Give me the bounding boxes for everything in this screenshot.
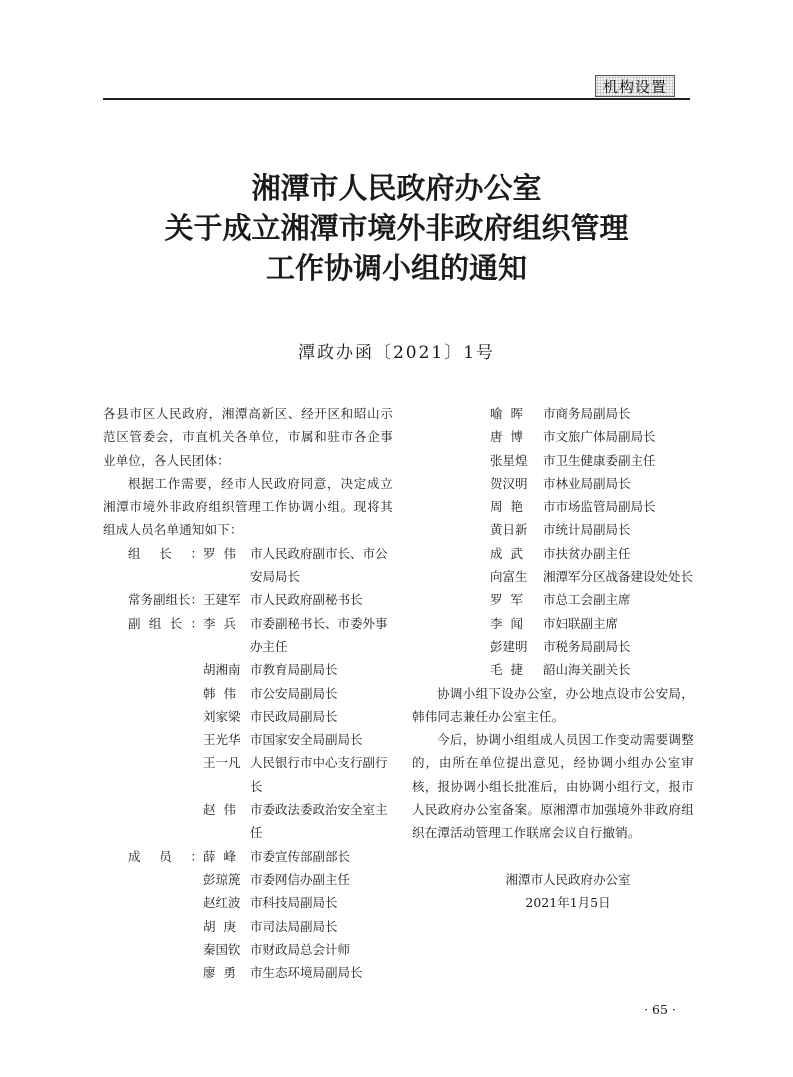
page-number: · 65 · bbox=[644, 1002, 676, 1017]
member-position: 市委宣传部副部长 bbox=[250, 848, 351, 864]
member-position: 市商务局副局长 bbox=[543, 406, 631, 421]
member-role: 组 长 ： bbox=[128, 545, 203, 561]
member-position: 市委网信办副主任 bbox=[250, 871, 351, 887]
title-line: 关于成立湘潭市境外非政府组织管理 bbox=[164, 211, 629, 245]
member-row bbox=[412, 658, 694, 681]
member-row bbox=[103, 542, 393, 589]
member-name: 李 兵 bbox=[203, 615, 236, 631]
member-row bbox=[103, 728, 393, 751]
member-position: 市税务局副局长 bbox=[543, 638, 631, 654]
issue-date: 2021年1月5日 bbox=[525, 894, 611, 910]
member-row bbox=[412, 565, 694, 588]
member-name: 彭琼箎 bbox=[203, 871, 241, 887]
office-note: 协调小组下设办公室，办公地点设市公安局，韩伟同志兼任办公室主任。 bbox=[412, 685, 694, 724]
member-name: 毛 捷 bbox=[490, 662, 523, 678]
member-name: 罗 军 bbox=[490, 592, 523, 608]
member-row bbox=[103, 915, 393, 938]
member-row bbox=[103, 658, 393, 681]
member-role bbox=[103, 682, 203, 705]
member-position: 市委政法委政治安全室主任 bbox=[250, 802, 388, 841]
member-role: 常务副组长： bbox=[127, 592, 203, 608]
member-position: 市财政局总会计师 bbox=[250, 941, 351, 957]
member-row bbox=[412, 495, 694, 518]
member-position: 市总工会副主席 bbox=[543, 592, 631, 608]
member-name: 唐 博 bbox=[490, 429, 523, 445]
member-name: 胡湘南 bbox=[203, 662, 241, 678]
member-name: 韩 伟 bbox=[203, 685, 236, 701]
title-line: 工作协调小组的通知 bbox=[265, 251, 527, 285]
member-row bbox=[412, 518, 694, 541]
member-role: 副 组 长 ： bbox=[128, 615, 203, 631]
member-row bbox=[412, 472, 694, 495]
member-position: 市文旅广体局副局长 bbox=[543, 429, 656, 445]
member-position: 市司法局副局长 bbox=[250, 918, 338, 934]
member-position: 市委副秘书长、市委外事办主任 bbox=[250, 615, 388, 654]
member-name: 胡 庚 bbox=[203, 918, 236, 934]
member-role bbox=[103, 891, 203, 914]
section-tag: 机构设置 bbox=[595, 75, 675, 97]
salutation: 各县市区人民政府，湘潭高新区、经开区和昭山示范区管委会，市直机关各单位，市属和驻市各企事业单位，各人民团体： bbox=[103, 406, 393, 468]
member-name: 贺汉明 bbox=[490, 475, 528, 491]
member-role bbox=[103, 658, 203, 681]
member-name: 赵红波 bbox=[203, 895, 241, 911]
member-name: 彭建明 bbox=[490, 638, 528, 654]
member-position: 市人民政府副市长、市公安局局长 bbox=[250, 545, 388, 585]
member-role bbox=[103, 728, 203, 751]
issuer: 湘潭市人民政府办公室 bbox=[505, 871, 631, 887]
member-role bbox=[103, 705, 203, 728]
member-row bbox=[103, 682, 393, 705]
left-column bbox=[103, 402, 393, 984]
member-name: 刘家梁 bbox=[203, 708, 241, 724]
member-position: 市国家安全局副局长 bbox=[250, 732, 363, 748]
member-name: 薛 峰 bbox=[203, 848, 236, 864]
document-number: 潭政办函〔2021〕1号 bbox=[297, 343, 496, 363]
member-row bbox=[103, 938, 393, 961]
member-name: 罗 伟 bbox=[203, 545, 236, 561]
member-role bbox=[103, 961, 203, 984]
member-position: 市公安局副局长 bbox=[250, 685, 338, 701]
member-row bbox=[412, 425, 694, 448]
member-position: 市生态环境局副局长 bbox=[250, 965, 363, 981]
member-row bbox=[103, 868, 393, 891]
member-position: 市市场监管局副局长 bbox=[543, 499, 656, 515]
member-position: 市妇联副主席 bbox=[543, 615, 619, 631]
member-position: 市扶贫办副主任 bbox=[543, 545, 631, 561]
member-name: 成 武 bbox=[490, 545, 523, 561]
member-position: 市人民政府副秘书长 bbox=[250, 592, 363, 608]
title-line: 湘潭市人民政府办公室 bbox=[251, 171, 542, 205]
member-role bbox=[103, 751, 203, 798]
document-title bbox=[100, 168, 693, 288]
member-role bbox=[103, 915, 203, 938]
member-position: 湘潭军分区战备建设处处长 bbox=[543, 569, 694, 585]
member-list-right bbox=[412, 402, 694, 682]
member-name: 赵 伟 bbox=[203, 802, 236, 818]
member-role: 成 员 ： bbox=[128, 848, 203, 864]
closing-paragraph: 今后，协调小组组成人员因工作变动需要调整的，由所在单位提出意见，经协调小组办公室审核，报协调小组长批准后，由协调小组行文，报市人民政府办公室备案。原湘潭市加强境外非政府组织在潭活动管理工作联席会议自行撤销。 bbox=[412, 732, 694, 841]
member-role bbox=[103, 798, 203, 845]
member-row bbox=[103, 751, 393, 798]
member-row bbox=[412, 635, 694, 658]
member-row bbox=[412, 588, 694, 611]
member-row bbox=[103, 705, 393, 728]
member-name: 张星煌 bbox=[490, 452, 528, 468]
member-row bbox=[103, 845, 393, 868]
member-role bbox=[103, 868, 203, 891]
member-name: 周 艳 bbox=[490, 499, 523, 515]
member-position: 市教育局副局长 bbox=[250, 662, 338, 678]
member-position: 市林业局副局长 bbox=[543, 475, 631, 491]
member-name: 王一凡 bbox=[203, 755, 241, 771]
member-position: 韶山海关副关长 bbox=[543, 662, 631, 678]
member-row bbox=[412, 612, 694, 635]
member-position: 市统计局副局长 bbox=[543, 522, 631, 538]
member-row bbox=[103, 588, 393, 611]
member-row bbox=[103, 612, 393, 659]
member-name: 王光华 bbox=[203, 732, 241, 748]
member-name: 李 闻 bbox=[490, 615, 523, 631]
member-row bbox=[412, 449, 694, 472]
member-role bbox=[103, 938, 203, 961]
member-row bbox=[412, 402, 694, 425]
member-row bbox=[103, 961, 393, 984]
member-name: 廖 勇 bbox=[203, 965, 236, 981]
member-name: 王建军 bbox=[203, 592, 241, 608]
right-column bbox=[412, 402, 694, 914]
intro-paragraph: 根据工作需要，经市人民政府同意，决定成立湘潭市境外非政府组织管理工作协调小组。现将其组成人员名单通知如下： bbox=[103, 475, 393, 538]
member-row bbox=[103, 891, 393, 914]
member-position: 人民银行市中心支行副行长 bbox=[250, 755, 388, 794]
member-list-left bbox=[103, 542, 393, 985]
member-row bbox=[412, 542, 694, 565]
member-row bbox=[103, 798, 393, 845]
member-position: 市科技局副局长 bbox=[250, 895, 338, 911]
member-name: 喻 晖 bbox=[490, 406, 523, 421]
member-name: 秦国钦 bbox=[203, 941, 241, 957]
member-name: 黄日新 bbox=[490, 522, 528, 538]
header-rule bbox=[103, 98, 690, 100]
member-position: 市卫生健康委副主任 bbox=[543, 452, 656, 468]
member-position: 市民政局副局长 bbox=[250, 708, 338, 724]
member-name: 向富生 bbox=[490, 569, 528, 585]
